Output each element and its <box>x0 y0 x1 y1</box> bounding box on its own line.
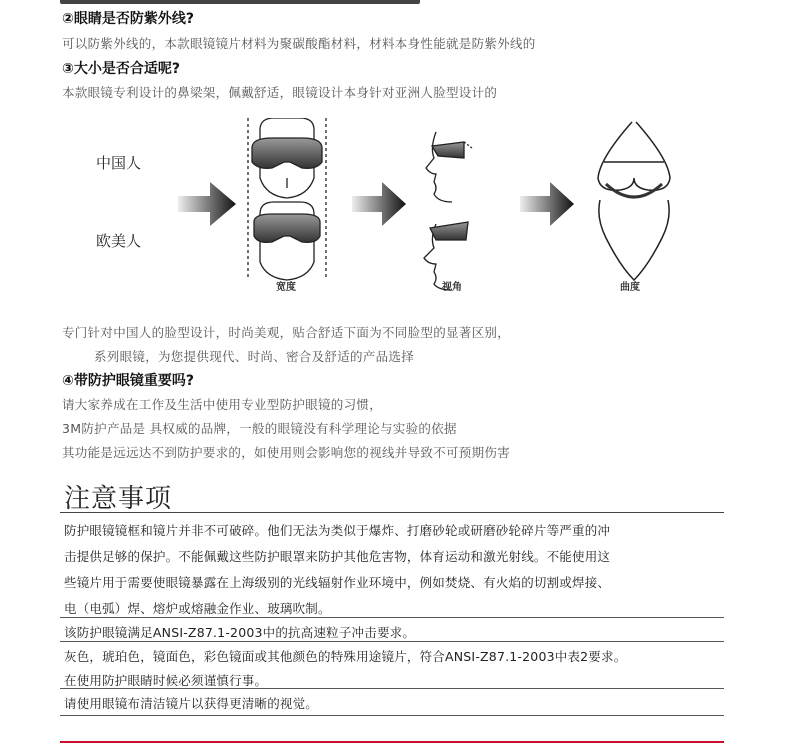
section4-line3: 其功能是远远达不到防护要求的，如使用则会影响您的视线并导致不可预期伤害 <box>62 445 511 460</box>
lens-curvature-icon <box>598 122 670 280</box>
diagram-illustration <box>60 118 700 298</box>
notice-p1-line2: 击提供足够的保护。不能佩戴这些防护眼罩来防护其他危害物，体育运动和激光射线。不能使用这 <box>64 549 611 564</box>
cropped-previous-line <box>60 0 420 4</box>
notice-p4: 在使用防护眼睛时候必须谨慎行事。 <box>64 673 268 688</box>
accent-line <box>60 741 724 743</box>
section2-text: 可以防紫外线的，本款眼镜镜片材料为聚碳酸酯材料，材料本身性能就是防紫外线的 <box>62 36 536 51</box>
label-western: 欧美人 <box>96 232 142 250</box>
arrow-icon <box>352 182 406 226</box>
notice-divider <box>60 512 724 513</box>
caption-width: 宽度 <box>276 282 296 293</box>
section4-heading: ④带防护眼镜重要吗? <box>62 373 194 389</box>
notice-separator <box>60 688 724 689</box>
notice-p5: 请使用眼镜布清洁镜片以获得更清晰的视觉。 <box>64 696 319 711</box>
section3-text: 本款眼镜专利设计的鼻梁架，佩戴舒适，眼镜设计本身针对亚洲人脸型设计的 <box>62 85 498 100</box>
section3-more-line2: 系列眼镜，为您提供现代、时尚、密合及舒适的产品选择 <box>94 349 415 364</box>
label-chinese: 中国人 <box>96 154 142 172</box>
notice-separator <box>60 715 724 716</box>
notice-title: 注意事项 <box>64 484 173 514</box>
section2-heading: ②眼睛是否防紫外线? <box>62 11 194 27</box>
section4-line2: 3M防护产品是 具权威的品牌，一般的眼镜没有科学理论与实验的依据 <box>62 421 457 436</box>
face-profile-icon <box>424 132 472 290</box>
caption-curve: 曲度 <box>620 282 640 293</box>
notice-p3: 灰色，琥珀色，镜面色，彩色镜面或其他颜色的特殊用途镜片，符合ANSI-Z87.1-2003中表2要求。 <box>64 649 627 664</box>
arrow-icon <box>520 182 574 226</box>
notice-p1-line4: 电（电弧）焊、熔炉或熔融金作业、玻璃吹制。 <box>64 601 331 616</box>
section4-line1: 请大家养成在工作及生活中使用专业型防护眼镜的习惯， <box>62 397 383 412</box>
face-comparison-diagram <box>60 118 700 298</box>
notice-separator <box>60 617 724 618</box>
section3-heading: ③大小是否合适呢? <box>62 61 180 77</box>
notice-separator <box>60 641 724 642</box>
section3-more-line1: 专门针对中国人的脸型设计，时尚美观，贴合舒适下面为不同脸型的显著区别， <box>62 325 511 340</box>
notice-p1-line3: 些镜片用于需要使眼镜暴露在上海级别的光线辐射作业环境中，例如焚烧、有火焰的切割或焊接、 <box>64 575 611 590</box>
arrow-icon <box>178 182 236 226</box>
face-width-icon <box>248 118 326 280</box>
notice-p1-line1: 防护眼镜镜框和镜片并非不可破碎。他们无法为类似于爆炸、打磨砂轮或研磨砂轮碎片等严重的冲 <box>64 523 611 538</box>
notice-p2: 该防护眼镜满足ANSI-Z87.1-2003中的抗高速粒子冲击要求。 <box>64 625 416 640</box>
caption-angle: 视角 <box>442 282 462 293</box>
